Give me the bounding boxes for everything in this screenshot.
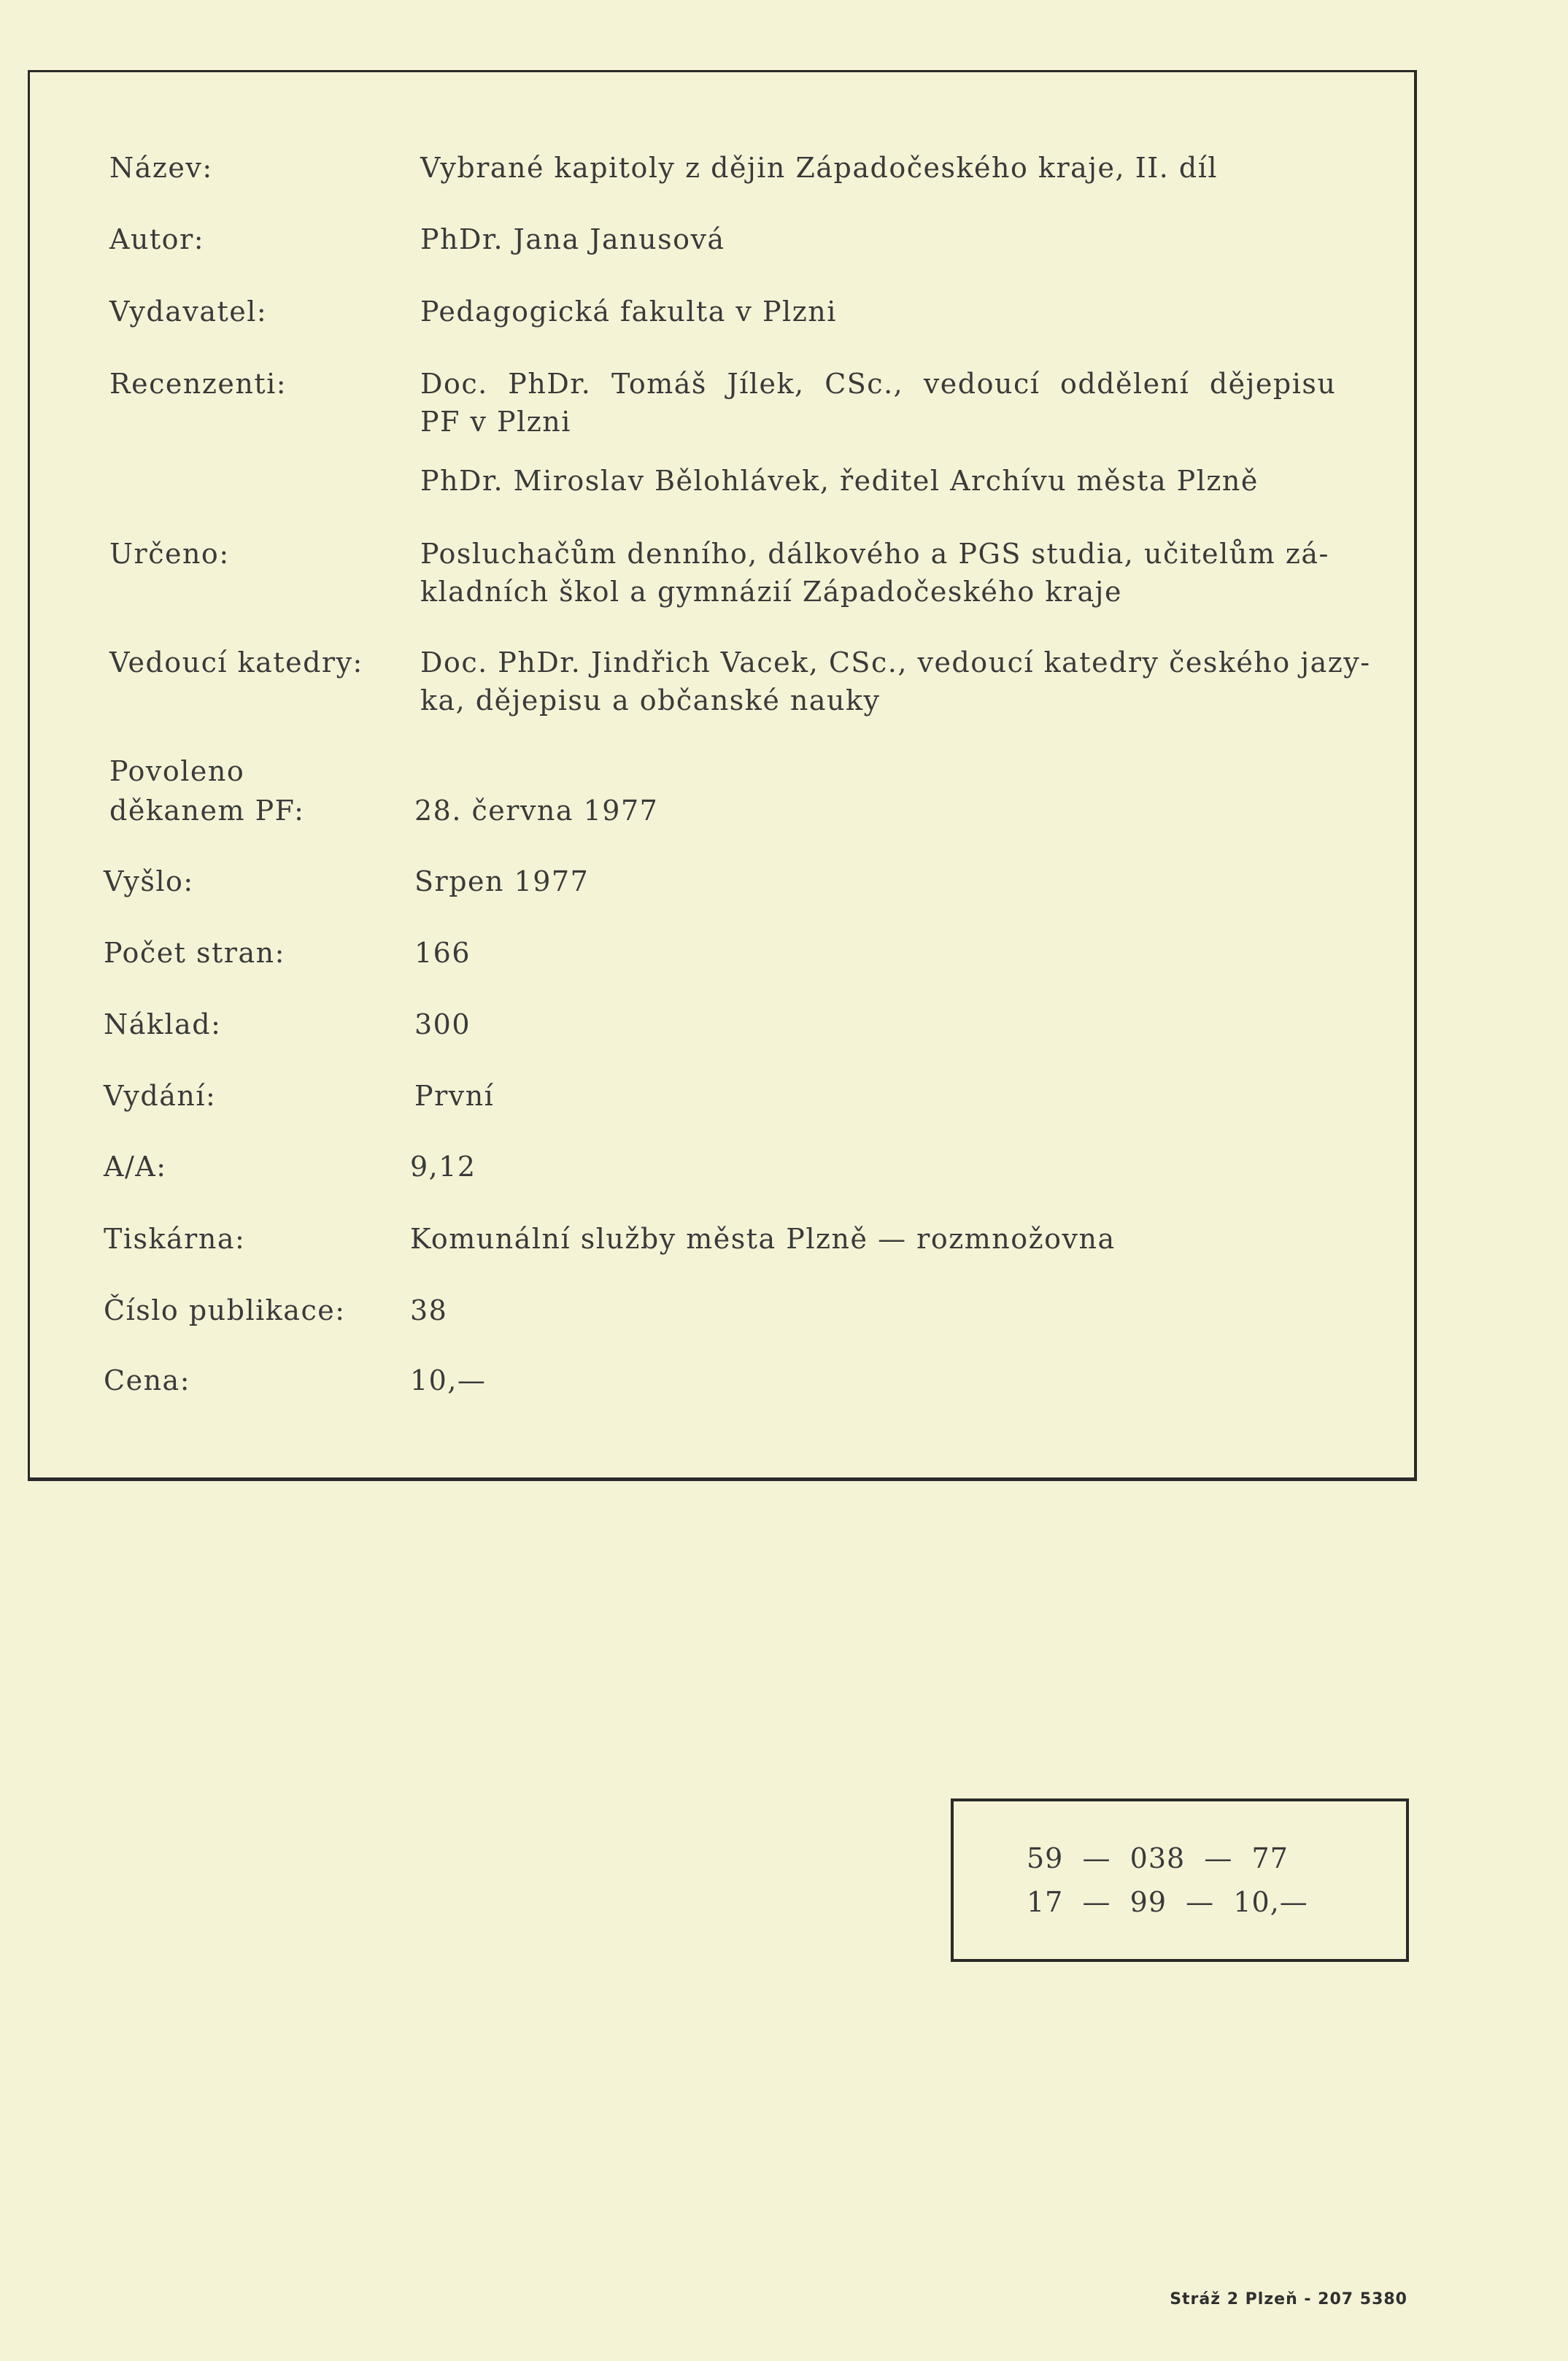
field-label: Určeno: (109, 538, 230, 570)
field-value: První (414, 1080, 495, 1112)
field-label: A/A: (104, 1151, 167, 1183)
field-label: Vydání: (104, 1080, 217, 1112)
field-value: Srpen 1977 (414, 865, 590, 897)
field-label: Povoleno (109, 755, 245, 787)
field-label: Vyšlo: (104, 865, 194, 897)
field-value: PhDr. Jana Janusová (420, 223, 725, 255)
field-value: PhDr. Miroslav Bělohlávek, ředitel Archívu města Plzně (420, 465, 1259, 497)
field-value: 166 (414, 937, 471, 969)
field-label: Cena: (104, 1364, 190, 1396)
field-value: 10,— (410, 1364, 487, 1396)
field-value: 300 (414, 1008, 471, 1040)
field-value: 28. června 1977 (414, 795, 659, 827)
field-label: Vydavatel: (109, 295, 268, 328)
printer-imprint: Stráž 2 Plzeň - 207 5380 (1170, 2290, 1407, 2308)
field-label: Vedoucí katedry: (109, 646, 363, 679)
field-label: Recenzenti: (109, 368, 287, 400)
field-label: Počet stran: (104, 937, 285, 969)
field-value: Vybrané kapitoly z dějin Západočeského kraje, II. díl (420, 152, 1219, 184)
catalog-code-box (951, 1798, 1409, 1962)
code-line-1: 59 — 038 — 77 (1027, 1842, 1289, 1874)
field-value: PF v Plzni (420, 406, 571, 438)
field-value: ka, dějepisu a občanské nauky (420, 684, 881, 716)
field-label: Náklad: (104, 1008, 222, 1040)
field-value: Komunální služby města Plzně — rozmnožovna (410, 1223, 1116, 1255)
code-line-2: 17 — 99 — 10,— (1027, 1886, 1308, 1918)
field-value: 9,12 (410, 1151, 476, 1183)
field-label: Název: (109, 152, 213, 184)
field-value: Doc. PhDr. Tomáš Jílek, CSc., vedoucí oddělení dějepisu (420, 368, 1337, 400)
field-value: kladních škol a gymnázií Západočeského kraje (420, 576, 1122, 608)
field-value: Pedagogická fakulta v Plzni (420, 295, 837, 328)
field-value: Posluchačům denního, dálkového a PGS studia, učitelům zá- (420, 538, 1329, 570)
field-value: Doc. PhDr. Jindřich Vacek, CSc., vedoucí katedry českého jazy- (420, 646, 1371, 679)
field-label: děkanem PF: (109, 795, 305, 827)
field-value: 38 (410, 1294, 448, 1326)
field-label: Tiskárna: (104, 1223, 246, 1255)
field-label: Číslo publikace: (104, 1294, 346, 1326)
field-label: Autor: (109, 223, 205, 255)
